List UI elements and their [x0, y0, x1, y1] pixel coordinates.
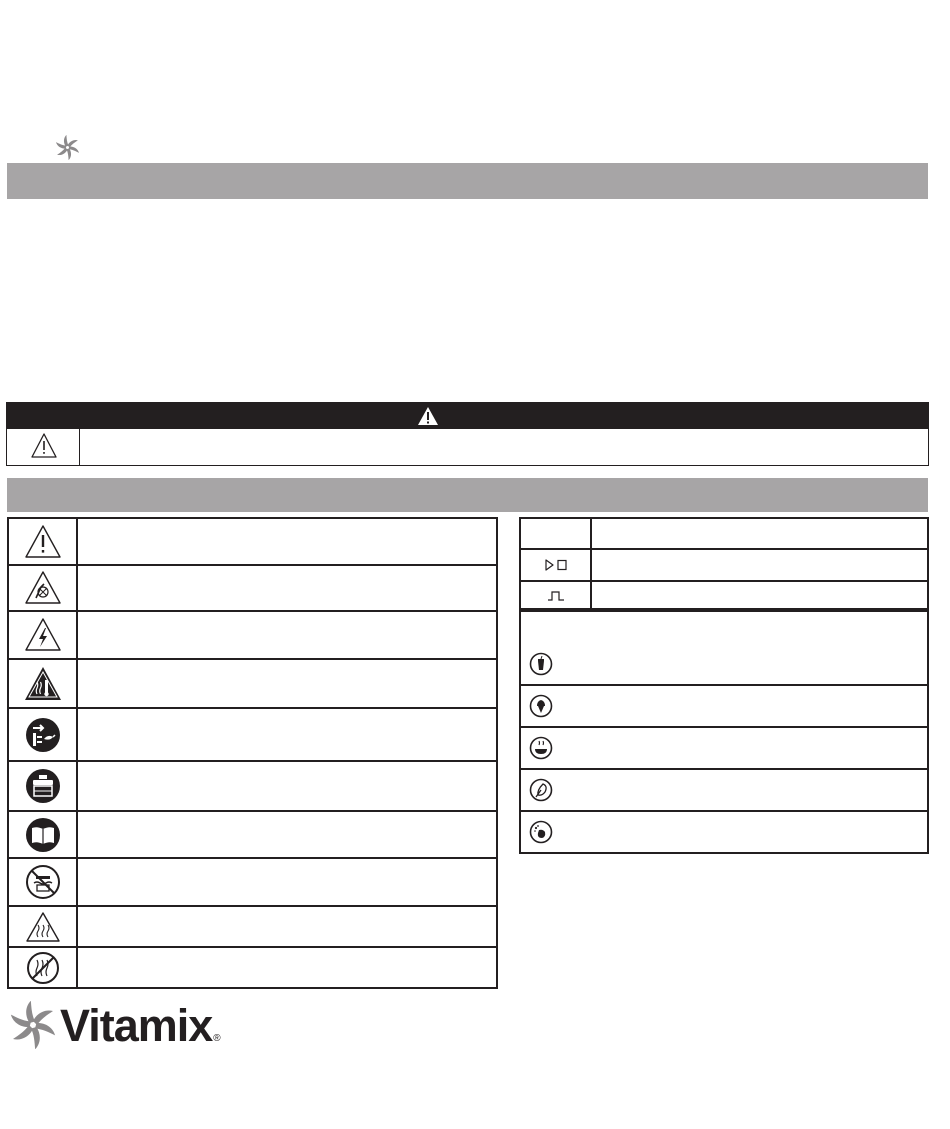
self-cleaning-program-icon: [529, 820, 553, 844]
table-row: [8, 708, 497, 761]
table-row: [520, 609, 928, 685]
section-header-bar: [7, 163, 928, 199]
table-row: [8, 518, 497, 565]
warning-icon-cell: [7, 429, 80, 465]
table-row: [8, 565, 497, 611]
smoothie-program-icon: [529, 652, 553, 676]
table-row: [8, 659, 497, 708]
frozen-dessert-program-icon: [529, 694, 553, 718]
programs-table: [519, 608, 929, 854]
table-row: [8, 906, 497, 947]
vitamix-swirl-logo-icon: [9, 1001, 57, 1049]
registered-mark: ®: [213, 1033, 220, 1044]
unplug-icon: [25, 717, 61, 753]
no-immersion-icon: [25, 864, 61, 900]
hot-liquid-hazard-icon: [24, 666, 62, 702]
table-row: [8, 858, 497, 906]
warning-banner-header: [7, 403, 928, 429]
table-row: [520, 811, 928, 853]
caution-triangle-icon: [24, 524, 62, 560]
warning-triangle-icon: [417, 406, 439, 426]
blade-hazard-icon: [24, 570, 62, 606]
hot-surface-icon: [25, 911, 61, 943]
table-row: [520, 727, 928, 769]
table-row: [520, 581, 928, 611]
table-row: [520, 769, 928, 811]
table-row: [520, 549, 928, 581]
table-row: [520, 518, 928, 549]
pulse-icon: [547, 590, 565, 602]
table-row: [8, 947, 497, 988]
no-hot-liquid-icon: [26, 951, 60, 985]
electric-shock-icon: [24, 617, 62, 653]
lid-in-place-icon: [25, 768, 61, 804]
table-row: [520, 685, 928, 727]
table-row: [8, 611, 497, 659]
table-row: [8, 761, 497, 811]
warning-banner: [6, 402, 929, 466]
brand-name: Vitamix: [60, 1000, 213, 1051]
start-stop-icon: [545, 559, 567, 571]
read-manual-icon: [25, 817, 61, 853]
section-header-bar-2: [7, 478, 928, 512]
hot-soup-program-icon: [529, 736, 553, 760]
caution-triangle-icon: [30, 432, 58, 460]
brand-wordmark: [60, 1001, 220, 1064]
vitamix-swirl-icon: [55, 135, 80, 160]
controls-table: [519, 517, 929, 612]
safety-symbols-table: [7, 517, 498, 989]
dips-spreads-program-icon: [529, 778, 553, 802]
table-row: [8, 811, 497, 858]
